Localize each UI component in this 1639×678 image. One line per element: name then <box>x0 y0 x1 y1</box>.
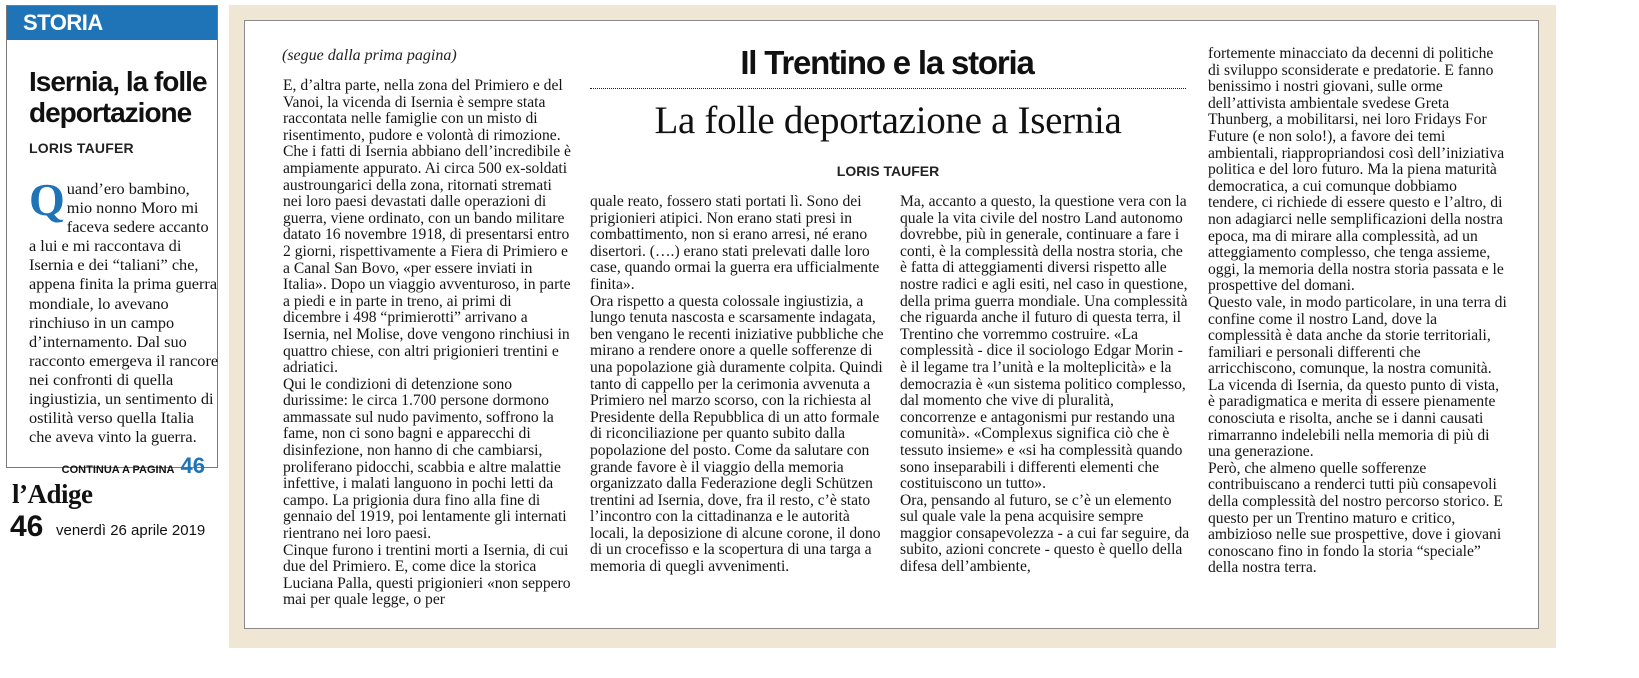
paragraph: Ma, accanto a questo, la questione vera con la quale la vita civile del nostro Land autonomo dovrebbe, più in generale, continuare a fare i conti, è la complessità della nostra storia, che è fatta di atteggiamenti diversi rispetto alle nostre radici e agli esiti, nel caso in questione, della prima guerra mondiale. Una complessità che riguarda anche il futuro di questa terra, il Trentino che vorremmo costruire. «La complessità - dice il sociologo Edgar Morin - è il legame tra l’unità e la molteplicità» e la democrazia è «un sistema politico complesso, dal momento che vive di pluralità, concorrenze e antagonismi pur restando una comunità». «Complexus significa ciò che è tessuto insieme» e «si ha complessità quando sono inseparabili i differenti elementi che costituiscono un tutto». <box>900 193 1188 493</box>
article-kicker: Il Trentino e la storia <box>740 44 1034 81</box>
paragraph: Qui le condizioni di detenzione sono durissime: le circa 1.700 persone dormono ammassate sul nudo pavimento, soffrono la fame, non ci sono bagni e apparecchi di disinfezione, non hanno di che cambiarsi, proliferano pidocchi, scabbia e altre malattie infettive, i malati languono in pochi letti da campo. La prigionia dura fino alla fine di gennaio del 1919, poi lentamente gli internati rientrano nei loro paesi. <box>283 375 567 543</box>
article-column-2 <box>590 194 884 576</box>
segue-note: (segue dalla prima pagina) <box>282 47 457 64</box>
page-date: venerdì 26 aprile 2019 <box>56 522 206 539</box>
article-column-4 <box>1208 46 1508 577</box>
article-author: LORIS TAUFER <box>836 163 940 179</box>
article-column-3 <box>900 194 1190 576</box>
paragraph: quale reato, fossero stati portati lì. Sono dei prigionieri atipici. Non erano stati presi in combattimento, non si erano arresi, né erano disertori. (….) erano stati prelevati dalle loro case, quando ormai la guerra era ufficialmente finita». <box>590 193 880 293</box>
teaser-author: LORIS TAUFER <box>29 140 134 156</box>
kicker-divider <box>590 88 1186 89</box>
teaser-text <box>29 174 219 447</box>
teaser-body: uand’ero bambino, mio nonno Moro mi faceva sedere accanto a lui e mi raccontava di Isernia e dei “taliani” che, appena finita la prima guerra mondiale, lo avevano rinchiuso in un campo d’internamento. Dal suo racconto emergeva il rancore nei confronti di quella ingiustizia, un sentimento di ostilità verso quella Italia che aveva vinto la guerra. <box>29 179 219 447</box>
paragraph: Cinque furono i trentini morti a Isernia, di cui due del Primiero. E, come dice la storica Luciana Palla, questi prigionieri «non seppero mai per quale legge, o per <box>283 541 571 609</box>
paragraph: Ora rispetto a questa colossale ingiustizia, a lungo tenuta nascosta e scarsamente indagata, ben vengano le recenti iniziative pubbliche che mirano a rendere onore a quelle sofferenze di una popolazione già duramente colpita. Quindi tanto di cappello per la cerimonia avvenuta a Primiero nel marzo scorso, con la richiesta al Presidente della Repubblica di un atto formale di riconciliazione per quanto subito dalla popolazione del posto. Come da salutare con grande favore è il viaggio della memoria organizzato dalla Federazione degli Schützen trentini ad Isernia, dove, fra il resto, c’è stato l’incontro con la cittadinanza e le autorità locali, la deposizione di alcune corone, il dono di un crocefisso e la scopertura di una targa a memoria di quegli avvenimenti. <box>590 292 884 576</box>
newspaper-logo: l’Adige <box>12 479 93 509</box>
section-tag: STORIA <box>7 6 217 40</box>
teaser-box <box>6 5 219 478</box>
paragraph: Però, che almeno quelle sofferenze contribuiscano a renderci tutti più consapevoli della complessità del nostro percorso storico. E questo per un Trentino maturo e critico, ambizioso nelle sue prospettive, dove i giovani conoscano fino in fondo la storia “speciale” della nostra terra. <box>1208 459 1503 577</box>
page-number: 46 <box>10 510 44 543</box>
paragraph: fortemente minacciato da decenni di politiche di sviluppo sconsiderate e predatorie. E fanno benissimo i nostri giovani, sulle orme dell’attivista ambientale svedese Greta Thunberg, a mobilitarsi, nei loro Fridays For Future (e non solo!), a favore dei temi ambientali, riappropriandosi così dell’iniziativa politica e del loro futuro. Ma la piena maturità democratica, a cui comunque dobbiamo tendere, ci richiede di essere questo e l’altro, di non adagiarci nelle semplificazioni della nostra epoca, ma di mirare alla complessità, ad un atteggiamento complesso, che tenga assieme, oggi, la memoria della nostra storia passata e le prospettive del domani. <box>1208 45 1505 295</box>
continue-label: CONTINUA A PAGINA <box>61 464 175 476</box>
teaser-title: Isernia, la folle deportazione <box>29 66 207 128</box>
paragraph: Questo vale, in modo particolare, in una terra di confine come il nostro Land, dove la complessità è data anche da storie territoriali, familiari e personali differenti che arricchiscono, comunque, la nostra comunità. <box>1208 293 1507 378</box>
teaser-dropcap: Q <box>29 174 65 225</box>
continue-link[interactable] <box>62 453 205 479</box>
article-headline: La folle deportazione a Isernia <box>654 99 1122 142</box>
article-column-1 <box>283 78 573 609</box>
continue-page-number: 46 <box>180 453 205 478</box>
paragraph: La vicenda di Isernia, da questo punto di vista, è paradigmatica e merita di essere pienamente conosciuta e risolta, anche se i danni causati rimarranno indelebili nella memoria di più di una generazione. <box>1208 376 1500 461</box>
paragraph: E, d’altra parte, nella zona del Primiero e del Vanoi, la vicenda di Isernia è sempre stata raccontata nelle famiglie con un misto di risentimento, pudore e volontà di rimozione. Che i fatti di Isernia abbiano dell’incredibile è ampiamente appurato. Ai circa 500 ex-soldati austroungarici della zona, ritornati stremati nei loro paesi devastati dalle operazioni di guerra, viene ordinato, con un bando militare datato 16 novembre 1918, di presentarsi entro 2 giorni, rispettivamente a Fiera di Primiero e a Canal San Bovo, «per essere inviati in Italia». Dopo un viaggio avventuroso, in parte a piedi e in parte in treno, ai primi di dicembre i 498 “primierotti” arrivano a Isernia, nel Molise, dove vengono rinchiusi in quattro chiese, con altri prigionieri trentini e adriatici. <box>283 77 571 377</box>
paragraph: Ora, pensando al futuro, se c’è un elemento sul quale vale la pena acquisire sempre maggior consapevolezza - a cui far seguire, da subito, azioni concrete - questo è quello della difesa dell’ambiente, <box>900 491 1190 576</box>
